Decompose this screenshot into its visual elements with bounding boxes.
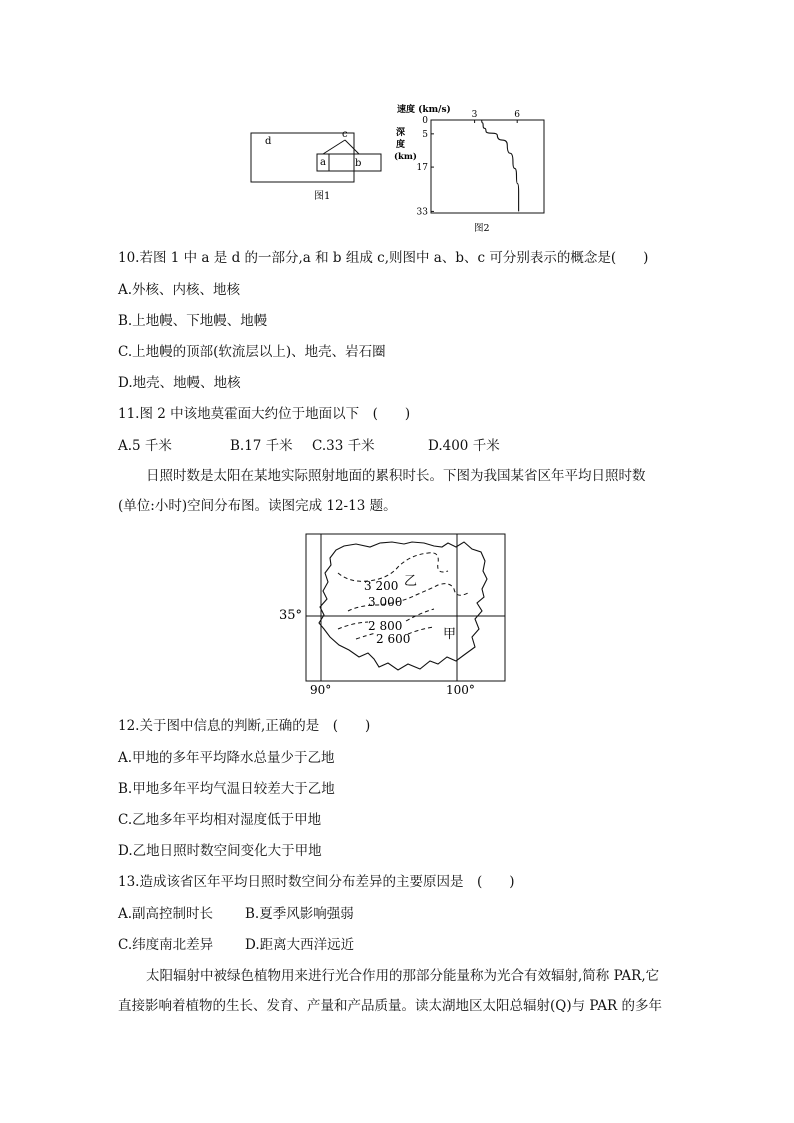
q13-option-c: C.纬度南北差异: [118, 937, 214, 953]
fig2-caption: 图2: [474, 223, 490, 234]
figure-2-chart: [392, 100, 552, 235]
q13-option-d: D.距离大西洋远近: [245, 937, 355, 953]
q12-option-a: A.甲地的多年平均降水总量少于乙地: [118, 750, 335, 766]
place-label-yi: 乙: [404, 574, 418, 589]
q13-option-b: B.夏季风影响强弱: [245, 906, 354, 922]
passage-sunshine-line2: (单位:小时)空间分布图。读图完成 12-13 题。: [118, 498, 397, 514]
passage-sunshine-line1: 日照时数是太阳在某地实际照射地面的累积时长。下图为我国某省区年平均日照时数: [146, 468, 646, 484]
depth-label-2: 度: [396, 140, 406, 150]
label-b: b: [355, 158, 362, 169]
place-label-jia: 甲: [443, 627, 457, 642]
passage-par-line2: 直接影响着植物的生长、发育、产量和产品质量。读太湖地区太阳总辐射(Q)与 PAR 的多年: [118, 998, 662, 1014]
province-outline: [319, 542, 487, 670]
connector-c-b: [345, 140, 359, 154]
q11-option-a: A.5 千米: [118, 438, 172, 454]
q10-option-c: C.上地幔的顶部(软流层以上)、地壳、岩石圈: [118, 344, 386, 360]
figure-1-diagram: [245, 122, 390, 204]
longitude-label-90: 90°: [310, 683, 332, 695]
y-tick-label: 0: [422, 116, 428, 126]
x-axis-title: 速度 (km/s): [397, 105, 451, 115]
passage-par-line1: 太阳辐射中被绿色植物用来进行光合作用的那部分能量称为光合有效辐射,简称 PAR,它: [146, 968, 660, 984]
q12-option-d: D.乙地日照时数空间变化大于甲地: [118, 843, 322, 859]
fig1-caption: 图1: [314, 191, 331, 202]
velocity-depth-curve: [482, 120, 519, 211]
y-tick-label: 5: [422, 129, 428, 140]
label-c: c: [342, 129, 348, 140]
depth-label-1: 深: [396, 128, 406, 138]
q12-option-c: C.乙地多年平均相对湿度低于甲地: [118, 812, 322, 828]
x-tick-label: 3: [471, 110, 478, 120]
q12-option-b: B.甲地多年平均气温日较差大于乙地: [118, 781, 335, 797]
x-tick-label: 6: [514, 110, 520, 120]
latitude-label-35: 35°: [279, 608, 303, 623]
q11-option-d: D.400 千米: [428, 438, 500, 454]
q11-option-c: C.33 千米: [312, 438, 375, 454]
map-frame: [306, 534, 505, 681]
isoline-2800: [338, 622, 368, 629]
passage-sunshine: [118, 461, 678, 521]
q12-stem: 12.关于图中信息的判断,正确的是 ( ): [118, 718, 371, 734]
sunshine-map: [278, 533, 510, 695]
longitude-label-100: 100°: [446, 683, 475, 695]
passage-par: [118, 961, 678, 1021]
isoline-label-3200: 3 200: [364, 579, 399, 593]
q10-option-d: D.地壳、地幔、地核: [118, 375, 241, 391]
isoline-3200: [338, 553, 448, 582]
isoline-label-2600: 2 600: [376, 632, 411, 646]
plot-frame: [431, 120, 544, 213]
y-tick-label: 33: [416, 207, 428, 218]
isoline-label-3000: 3 000: [368, 595, 403, 609]
q10-stem: 10.若图 1 中 a 是 d 的一部分,a 和 b 组成 c,则图中 a、b、c 可分别表示的概念是( ): [118, 250, 649, 266]
label-a: a: [320, 157, 326, 168]
isoline-2600: [356, 633, 376, 639]
y-tick-label: 17: [416, 163, 428, 174]
q10-option-b: B.上地幔、下地幔、地幔: [118, 313, 268, 329]
isoline-2600-east: [408, 627, 434, 634]
isoline-2800-east: [406, 609, 434, 621]
depth-unit: (km): [394, 152, 417, 162]
q11-stem: 11.图 2 中该地莫霍面大约位于地面以下 ( ): [118, 406, 411, 422]
label-d: d: [265, 136, 272, 147]
q13-option-a: A.副高控制时长: [118, 906, 214, 922]
q11-option-b: B.17 千米: [230, 438, 293, 454]
connector-c-a: [323, 140, 345, 154]
q13-stem: 13.造成该省区年平均日照时数空间分布差异的主要原因是 ( ): [118, 874, 515, 890]
isoline-label-2800: 2 800: [368, 619, 403, 633]
q10-option-a: A.外核、内核、地核: [118, 282, 241, 298]
